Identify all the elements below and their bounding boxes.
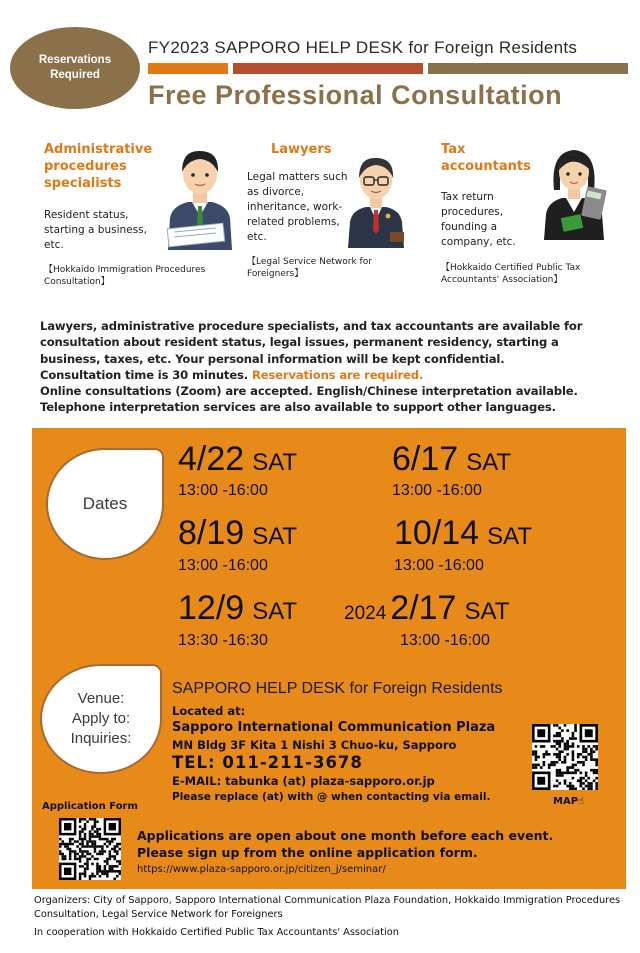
intro-p1: Lawyers, administrative procedure specialists, and tax accountants are available for consultation about resident status, legal issues, permanent residency, starting a business, taxes, etc. Your personal information will be kept confidential. [40, 319, 583, 366]
specialist-desc-tax: Tax return procedures, founding a company, etc. [441, 191, 516, 248]
date-value: 12/9 [178, 589, 245, 627]
specialist-title-tax: Tax accountants [441, 142, 531, 174]
date-item [344, 589, 509, 628]
date-item [392, 440, 511, 479]
date-value: 10/14 [394, 514, 480, 552]
date-item [178, 440, 297, 479]
date-value: 4/22 [178, 440, 245, 478]
date-time: 13:00 -16:00 [400, 632, 490, 649]
application-text [137, 827, 553, 861]
application-form-label: Application Form [42, 801, 138, 812]
application-url[interactable]: https://www.plaza-sapporo.or.jp/citizen_j/seminar/ [137, 864, 386, 875]
date-value: 8/19 [178, 514, 245, 552]
header-bar-brown [428, 63, 628, 74]
date-year: 2024 [344, 603, 387, 624]
intro-paragraph [40, 318, 610, 416]
intro-p2: Consultation time is 30 minutes. [40, 367, 249, 382]
cooperation-text: In cooperation with Hokkaido Certified Public Tax Accountants' Association [34, 927, 399, 938]
date-time: 13:00 -16:00 [394, 557, 484, 574]
venue-label-2: Apply to: [71, 710, 131, 727]
dates-label: Dates [82, 494, 128, 513]
date-time: 13:30 -16:30 [178, 632, 268, 649]
reservations-required-badge [10, 27, 140, 109]
page-title: Free Professional Consultation [148, 80, 563, 110]
date-time: 13:00 -16:00 [178, 557, 268, 574]
tax-accountant-illustration [540, 140, 610, 244]
badge-line-1: Reservations [38, 54, 112, 66]
application-line-1: Applications are open about one month before each event. [137, 828, 554, 843]
map-qr-code[interactable] [532, 724, 598, 790]
date-item [178, 514, 297, 553]
badge-line-2: Required [50, 69, 100, 81]
header-bar-orange [148, 63, 228, 74]
header-color-bars [148, 63, 628, 74]
date-item [178, 589, 297, 628]
dates-bubble [46, 448, 164, 560]
venue-bubble [40, 664, 162, 774]
date-value: 6/17 [392, 440, 459, 478]
pointer-hand-icon: ☝ [578, 796, 585, 807]
header-bar-red [233, 63, 423, 74]
date-dow: SAT [252, 598, 298, 625]
intro-reservation-note: Reservations are required. [251, 367, 424, 382]
date-value: 2/17 [390, 589, 457, 627]
page-subtitle: FY2023 SAPPORO HELP DESK for Foreign Residents [148, 38, 578, 57]
date-dow: SAT [466, 449, 512, 476]
specialist-org-lawyers: 【Legal Service Network for Foreigners】 [247, 257, 372, 279]
specialist-title-admin: Administrative procedures specialists [44, 142, 153, 191]
venue-label-1: Venue: [77, 690, 125, 707]
venue-title: SAPPORO HELP DESK for Foreign Residents [172, 680, 503, 697]
application-line-2: Please sign up from the online application form. [137, 845, 478, 860]
lawyer-illustration [344, 150, 408, 252]
date-time: 13:00 -16:00 [392, 482, 482, 499]
date-time: 13:00 -16:00 [178, 482, 268, 499]
specialist-desc-lawyers: Legal matters such as divorce, inheritance, work-related problems, etc. [247, 171, 348, 243]
venue-email-note: Please replace (at) with @ when contacting via email. [172, 791, 491, 803]
admin-specialist-illustration [162, 142, 238, 254]
venue-address: MN Bldg 3F Kita 1 Nishi 3 Chuo-ku, Sapporo [172, 738, 457, 752]
date-dow: SAT [487, 523, 532, 550]
date-dow: SAT [252, 523, 298, 550]
specialist-org-tax: 【Hokkaido Certified Public Tax Accountants' Association】 [441, 263, 581, 285]
venue-located-at: Located at: [172, 704, 246, 718]
map-label: MAP [553, 796, 579, 807]
venue-place: Sapporo International Communication Plaza [172, 720, 496, 735]
venue-label-3: Inquiries: [70, 730, 132, 747]
map-link[interactable] [553, 796, 584, 807]
organizers-text: Organizers: City of Sapporo, Sapporo International Communication Plaza Foundation, Hokkaido Immigration Procedures Consultation, Legal Service Network for Foreigners [34, 895, 621, 920]
specialist-title-lawyers: Lawyers [271, 142, 332, 157]
specialist-org-admin: 【Hokkaido Immigration Procedures Consultation】 [44, 265, 206, 287]
venue-email[interactable]: E-MAIL: tabunka (at) plaza-sapporo.or.jp [172, 774, 435, 788]
date-dow: SAT [252, 449, 298, 476]
intro-p3: Online consultations (Zoom) are accepted. English/Chinese interpretation available. Telephone interpretation services are also available to support other languages. [40, 384, 578, 415]
venue-tel[interactable]: TEL: 011-211-3678 [172, 753, 363, 772]
application-qr-code[interactable] [59, 818, 121, 880]
date-item [394, 514, 532, 553]
date-dow: SAT [464, 598, 510, 625]
specialist-desc-admin: Resident status, starting a business, etc. [44, 209, 147, 251]
